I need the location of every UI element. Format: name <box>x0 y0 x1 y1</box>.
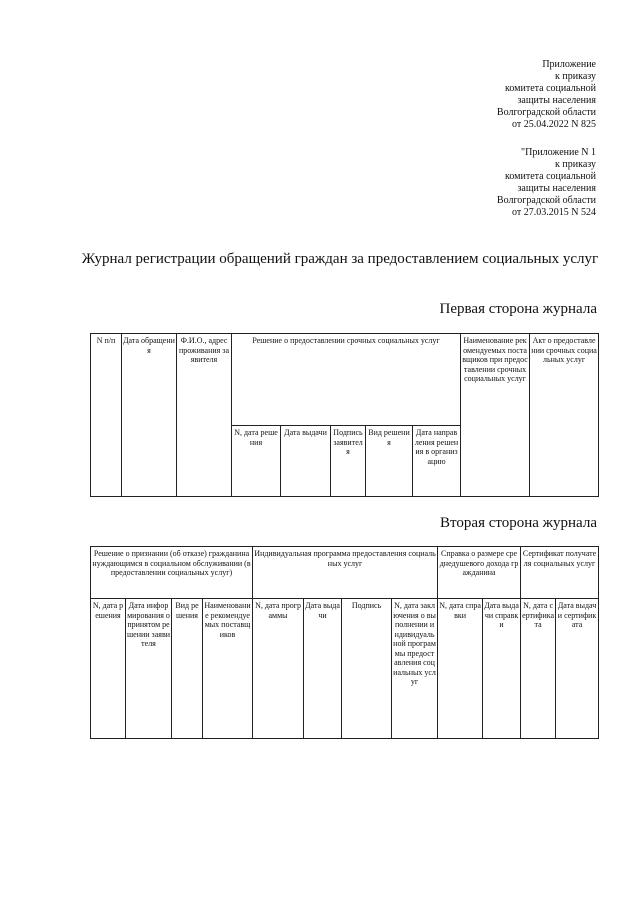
header-date: Дата обращения <box>122 334 177 497</box>
subheader-cert-number: N, дата сертификата <box>521 599 556 739</box>
subheader-providers: Наименование рекомендуемых поставщиков <box>203 599 253 739</box>
group-income-certificate: Справка о размере среднедушевого дохода гражданина <box>438 547 521 599</box>
subheader-sent-date: Дата направления решения в организацию <box>413 426 461 497</box>
journal-table-side1 <box>90 333 599 497</box>
subheader-issue-date: Дата выдачи <box>304 599 342 739</box>
annex-line: Волгоградской области <box>496 195 596 206</box>
annex-line: комитета социальной <box>504 83 596 94</box>
annex-line: от 27.03.2015 N 524 <box>512 207 596 218</box>
annex-line: комитета социальной <box>504 171 596 182</box>
group-decision: Решение о признании (об отказе) гражданина нуждающимся в социальном обслуживании (в предоставлении социальных услуг) <box>91 547 253 599</box>
subheader-inform-date: Дата информирования о принятом решении заявителя <box>126 599 172 739</box>
side1-title: Первая сторона журнала <box>439 301 597 317</box>
annex-line: Волгоградской области <box>496 107 596 118</box>
annex-note-original <box>497 147 596 219</box>
subheader-program-number: N, дата программы <box>253 599 304 739</box>
header-providers: Наименование рекомендуемых поставщиков при предоставлении срочных социальных услуг <box>461 334 530 497</box>
annex-note-current <box>497 59 596 131</box>
subheader-cert-date: Дата выдачи сертификата <box>556 599 599 739</box>
group-recipient-certificate: Сертификат получателя социальных услуг <box>521 547 599 599</box>
subheader-signature: Подпись заявителя <box>331 426 366 497</box>
subheader-decision-type: Вид решения <box>172 599 203 739</box>
header-decision: Решение о предоставлении срочных социальных услуг <box>232 334 461 426</box>
subheader-income-number: N, дата справки <box>438 599 483 739</box>
subheader-issue-date: Дата выдачи <box>281 426 331 497</box>
annex-line: "Приложение N 1 <box>521 147 596 158</box>
subheader-decision-number: N, дата решения <box>232 426 281 497</box>
header-num: N п/п <box>91 334 122 497</box>
document-title: Журнал регистрации обращений граждан за предоставлением социальных услуг <box>81 251 599 267</box>
annex-line: к приказу <box>555 71 596 82</box>
header-fio: Ф.И.О., адрес проживания заявителя <box>177 334 232 497</box>
annex-line: Приложение <box>542 59 596 70</box>
subheader-decision-type: Вид решения <box>366 426 413 497</box>
annex-line: защиты населения <box>517 95 596 106</box>
journal-table-side2 <box>90 546 599 739</box>
header-act: Акт о предоставлении срочных социальных услуг <box>530 334 599 497</box>
subheader-decision-number: N, дата решения <box>91 599 126 739</box>
subheader-conclusion: N, дата заключения о выполнении индивидуальной программы предоставления социальных услуг <box>392 599 438 739</box>
annex-line: к приказу <box>555 159 596 170</box>
annex-line: защиты населения <box>517 183 596 194</box>
subheader-signature: Подпись <box>342 599 392 739</box>
annex-line: от 25.04.2022 N 825 <box>512 119 596 130</box>
subheader-income-date: Дата выдачи справки <box>483 599 521 739</box>
group-individual-program: Индивидуальная программа предоставления социальных услуг <box>253 547 438 599</box>
side2-title: Вторая сторона журнала <box>440 515 597 531</box>
